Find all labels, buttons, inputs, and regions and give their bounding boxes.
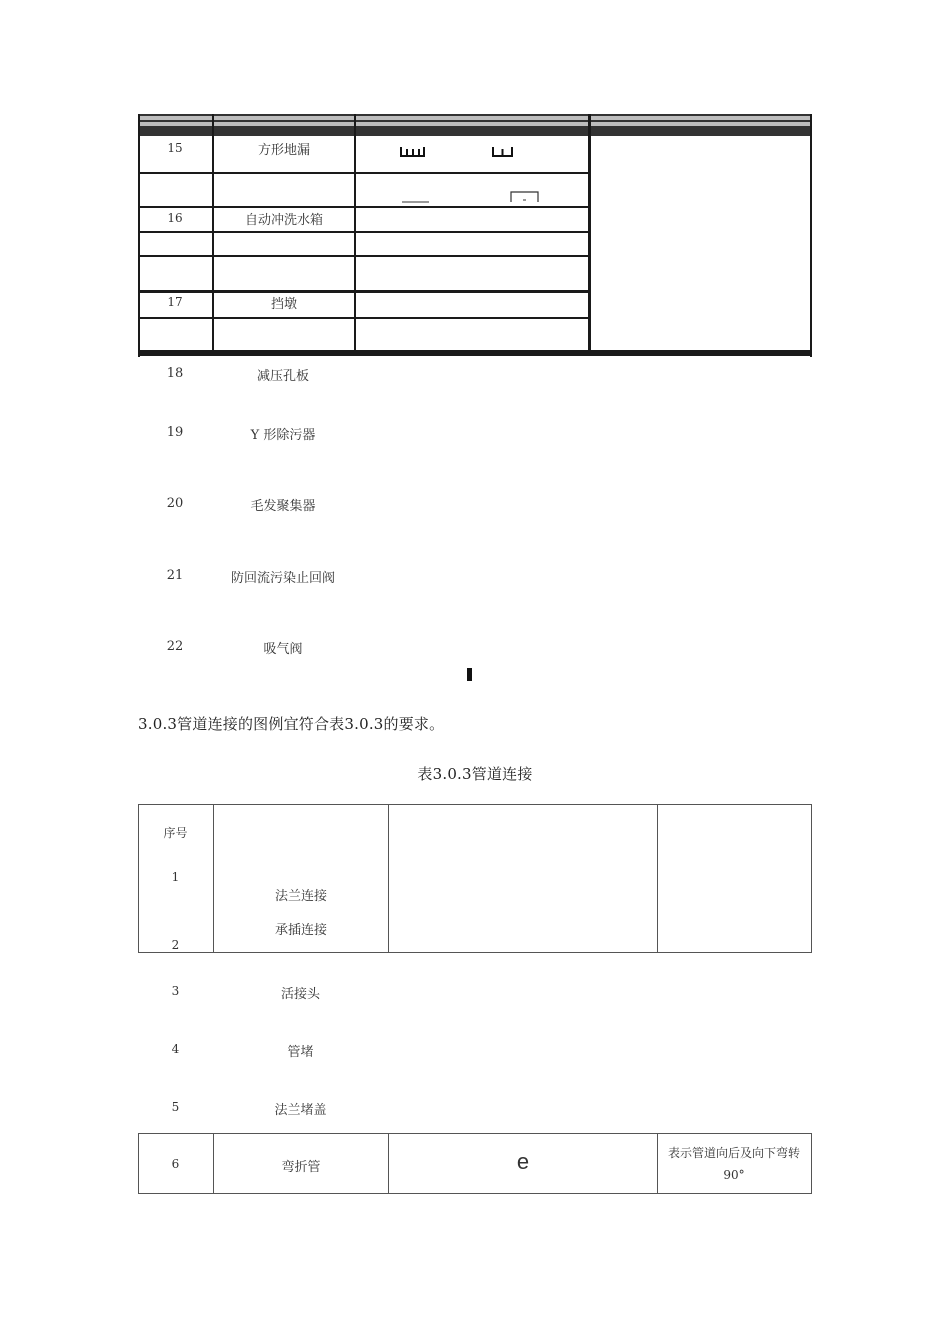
header-serial-label: 序号 [163, 826, 188, 840]
row-6-name: 弯折管 [281, 1160, 321, 1175]
list-item-name: 毛发聚集器 [250, 499, 316, 514]
row-2-num: 2 [171, 938, 180, 952]
row-17-name: 挡墩 [270, 297, 297, 312]
list-item-num: 18 [166, 366, 184, 381]
square-floor-drain-symbol-icon [398, 144, 538, 160]
list-item-name: 法兰堵盖 [274, 1103, 327, 1118]
section-paragraph: 3.0.3管道连接的图例宜符合表3.0.3的要求。 [138, 715, 445, 733]
list-item-num: 19 [166, 425, 184, 440]
list-item-num: 3 [171, 984, 180, 998]
row-17-num: 17 [167, 295, 183, 309]
row-16-num: 16 [167, 211, 183, 225]
list-item-name: Y 形除污器 [250, 428, 316, 443]
row-15-name: 方形地漏 [257, 143, 310, 158]
list-item-name: 防回流污染止回阀 [230, 571, 335, 586]
list-item-name: 吸气阀 [263, 642, 303, 657]
table-title: 表3.0.3管道连接 [417, 765, 533, 783]
list-item-num: 21 [166, 568, 184, 583]
list-item-num: 22 [166, 639, 184, 654]
row-6-note: 表示管道向后及向下弯转 90° [667, 1146, 800, 1182]
stray-mark [467, 668, 472, 681]
list-item-name: 管堵 [287, 1045, 314, 1060]
row-15-num: 15 [167, 141, 183, 155]
bent-pipe-symbol: e [516, 1149, 530, 1174]
row-16-name: 自动冲洗水箱 [244, 213, 323, 228]
row-1-num: 1 [171, 870, 180, 884]
list-item-name: 减压孔板 [256, 369, 309, 384]
list-item-num: 4 [171, 1042, 180, 1056]
list-item-name: 活接头 [280, 987, 320, 1002]
table-header-band [138, 114, 812, 136]
square-floor-drain-plan-icon [398, 188, 548, 204]
row-2-name: 承插连接 [274, 923, 327, 938]
list-item-num: 20 [166, 496, 184, 511]
list-item-num: 5 [171, 1100, 180, 1114]
row-1-name: 法兰连接 [274, 889, 327, 904]
table-legend-top [138, 114, 812, 357]
table-bent-pipe-row [138, 1133, 812, 1194]
table-pipe-connections [138, 804, 812, 953]
row-6-num: 6 [171, 1157, 180, 1171]
